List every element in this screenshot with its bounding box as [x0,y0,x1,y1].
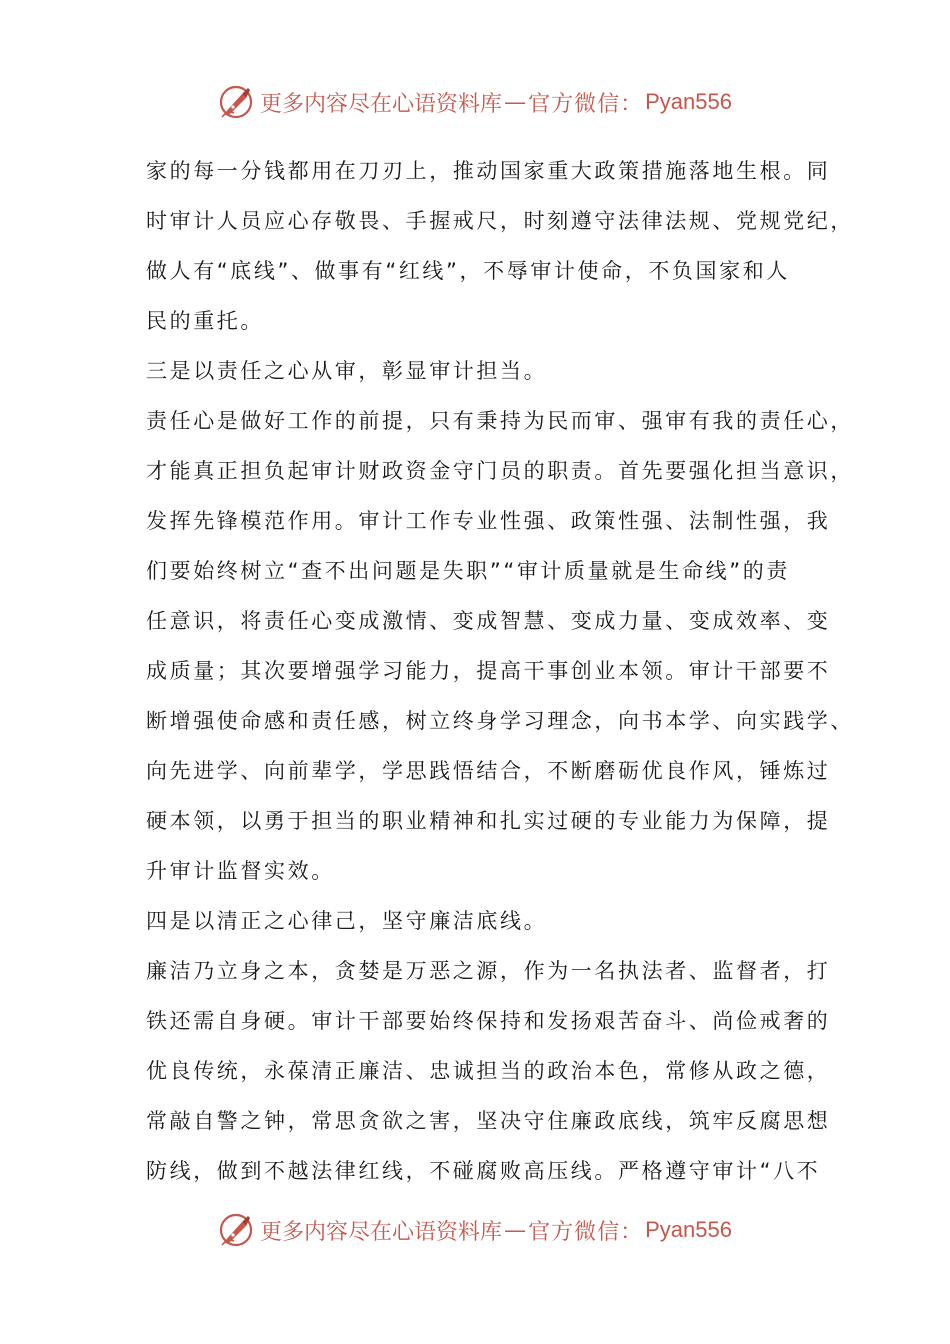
text-line: 常敲自警之钟，常思贪欲之害，坚决守住廉政底线，筑牢反腐思想 [146,1109,831,1133]
header-brand-text: 更多内容尽在心语资料库 [260,91,503,117]
text-line: 向先进学、向前辈学，学思践悟结合，不断磨砺优良作风，锤炼过 [146,759,831,783]
text-line: 时审计人员应心存敬畏、手握戒尺，时刻遵守法律法规、党规党纪， [146,209,854,233]
text-line: 们要始终树立“查不出问题是失职”“审计质量就是生命线”的责 [146,559,790,583]
footer-wechat-label: 官方微信： [528,1219,644,1245]
pen-nib-logo-icon [218,1212,254,1248]
header-wechat-label: 官方微信： [528,91,644,117]
text-line: 廉洁乃立身之本，贪婪是万恶之源，作为一名执法者、监督者，打 [146,959,831,983]
text-line: 才能真正担负起审计财政资金守门员的职责。首先要强化担当意识， [146,459,854,483]
pen-nib-logo-icon [218,84,254,120]
text-line: 做人有“底线”、做事有“红线”，不辱审计使命，不负国家和人 [146,259,790,283]
document-body [146,146,854,1196]
text-line: 升审计监督实效。 [146,859,335,883]
header-wechat-id: Pyan556 [645,89,732,114]
footer-brand-text: 更多内容尽在心语资料库 [260,1219,503,1245]
footer-banner [0,1208,950,1252]
header-dash: — [504,89,527,115]
text-line: 成质量；其次要增强学习能力，提高干事创业本领。审计干部要不 [146,659,831,683]
text-line: 发挥先锋模范作用。审计工作专业性强、政策性强、法制性强，我 [146,509,831,533]
text-line: 铁还需自身硬。审计干部要始终保持和发扬艰苦奋斗、尚俭戒奢的 [146,1009,831,1033]
text-line: 家的每一分钱都用在刀刃上，推动国家重大政策措施落地生根。同 [146,159,831,183]
footer-wechat-id: Pyan556 [645,1217,732,1242]
footer-dash: — [504,1217,527,1243]
text-line: 优良传统，永葆清正廉洁、忠诚担当的政治本色，常修从政之德， [146,1059,831,1083]
section-heading: 四是以清正之心律己，坚守廉洁底线。 [146,909,548,933]
section-heading: 三是以责任之心从审，彰显审计担当。 [146,359,548,383]
text-line: 断增强使命感和责任感，树立终身学习理念，向书本学、向实践学、 [146,709,854,733]
text-line: 硬本领，以勇于担当的职业精神和扎实过硬的专业能力为保障，提 [146,809,831,833]
text-line: 民的重托。 [146,309,264,333]
text-line: 防线，做到不越法律红线，不碰腐败高压线。严格遵守审计“八不 [146,1159,821,1183]
header-banner [0,80,950,124]
text-line: 责任心是做好工作的前提，只有秉持为民而审、强审有我的责任心， [146,409,854,433]
text-line: 任意识，将责任心变成激情、变成智慧、变成力量、变成效率、变 [146,609,831,633]
